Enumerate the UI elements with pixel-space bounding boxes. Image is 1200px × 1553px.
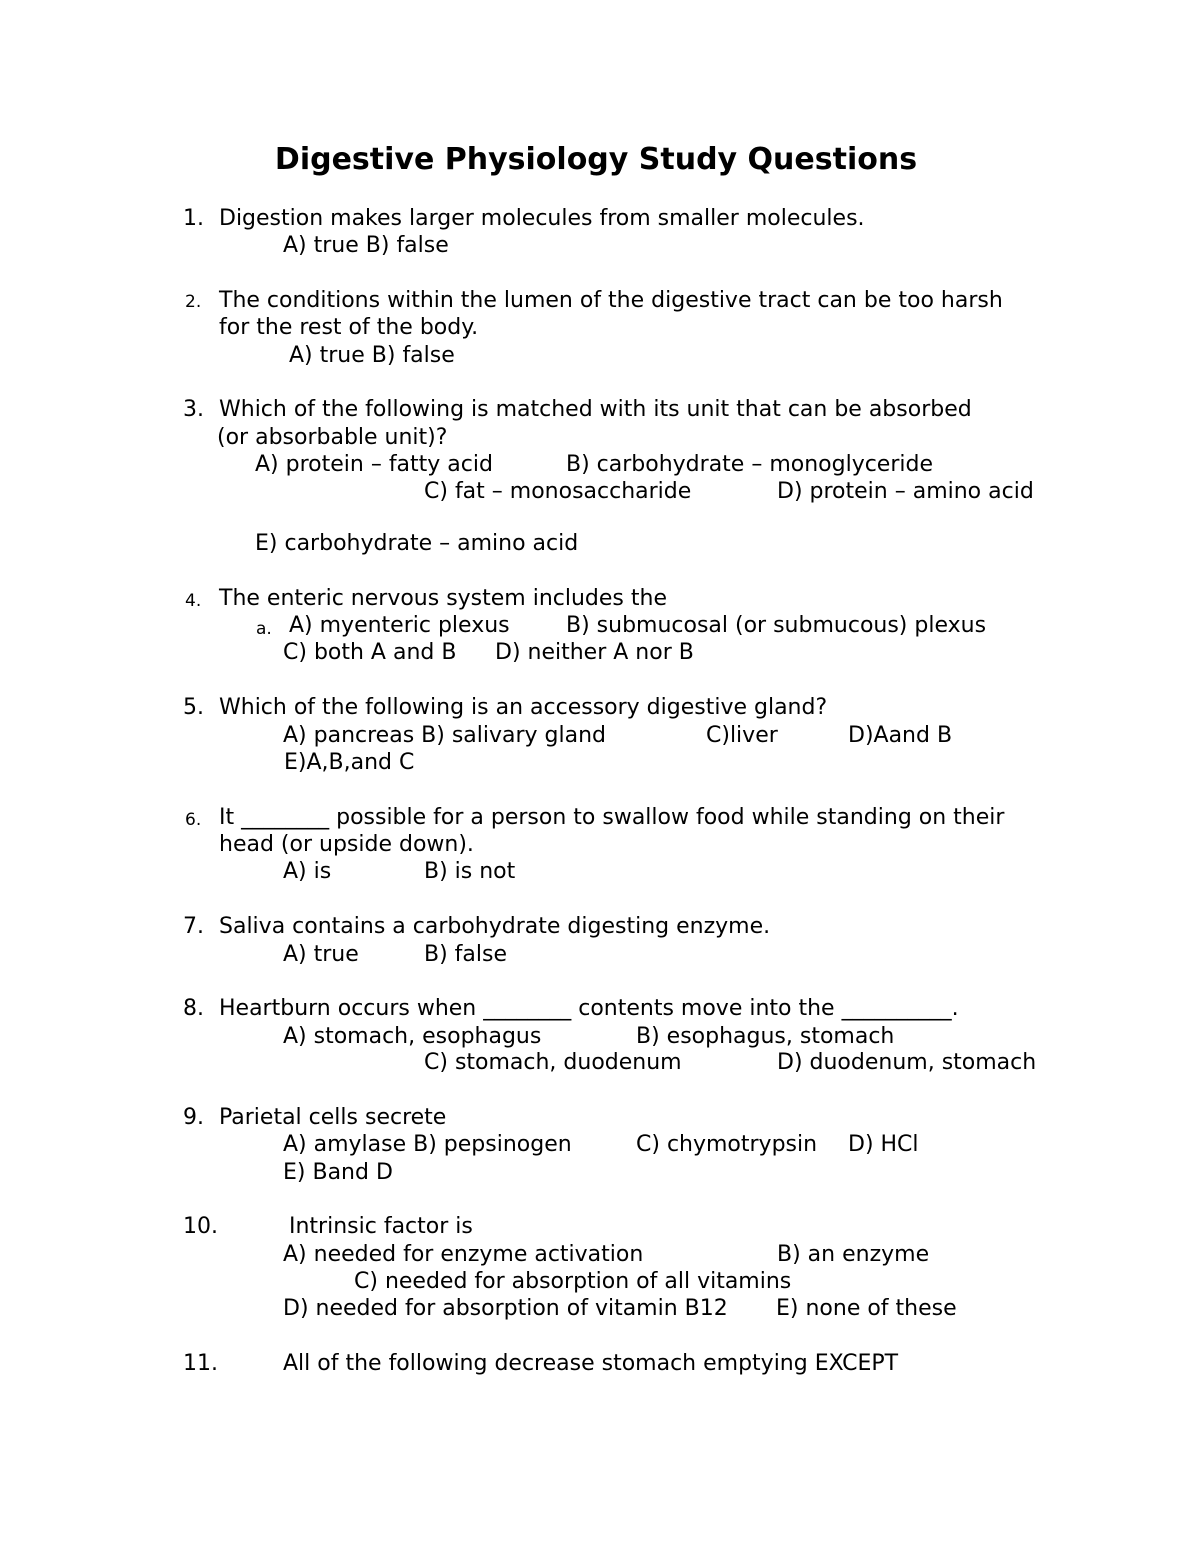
sub-list-marker: a. — [256, 619, 272, 639]
question-number: 6. — [185, 810, 202, 830]
answer-option: A) needed for enzyme activation — [283, 1242, 644, 1267]
answer-option: D) neither A nor B — [495, 640, 694, 665]
answer-option: A) myenteric plexus — [289, 613, 510, 638]
answer-option: A) pancreas B) salivary gland — [283, 723, 607, 748]
answer-option: B) submucosal (or submucous) plexus — [566, 613, 987, 638]
answer-option: C) chymotrypsin — [636, 1132, 818, 1157]
answer-option: D) duodenum, stomach — [777, 1050, 1037, 1075]
question-text: head (or upside down). — [219, 832, 474, 857]
answer-option: C) needed for absorption of all vitamins — [354, 1269, 792, 1294]
answer-option: D) needed for absorption of vitamin B12 — [283, 1296, 728, 1321]
question-number: 7. — [183, 914, 204, 939]
answer-option: C) both A and B — [283, 640, 457, 665]
answer-option: A) is — [283, 859, 332, 884]
question-text: Which of the following is an accessory digestive gland? — [219, 695, 828, 720]
answer-option: E) Band D — [283, 1160, 393, 1185]
question-text: Saliva contains a carbohydrate digesting enzyme. — [219, 914, 771, 939]
page-title: Digestive Physiology Study Questions — [274, 142, 918, 177]
question-text: All of the following decrease stomach emptying EXCEPT — [283, 1351, 899, 1376]
answer-option: B) is not — [424, 859, 516, 884]
question-text: It ________ possible for a person to swallow food while standing on their — [219, 805, 1005, 830]
answer-option: B) carbohydrate – monoglyceride — [566, 452, 933, 477]
question-text: Heartburn occurs when ________ contents move into the __________. — [219, 996, 959, 1021]
question-text: Intrinsic factor is — [289, 1214, 473, 1239]
answer-option: E) none of these — [776, 1296, 957, 1321]
question-number: 8. — [183, 996, 204, 1021]
answer-option: E)A,B,and C — [284, 750, 415, 775]
question-number: 11. — [183, 1351, 218, 1376]
answer-option: B) an enzyme — [777, 1242, 930, 1267]
answer-option: C) stomach, duodenum — [424, 1050, 682, 1075]
answer-option: E) carbohydrate – amino acid — [255, 531, 579, 556]
question-number: 3. — [183, 397, 204, 422]
answer-option: A) amylase B) pepsinogen — [283, 1132, 572, 1157]
question-number: 2. — [185, 292, 202, 312]
answer-option: D) protein – amino acid — [777, 479, 1034, 504]
question-number: 1. — [183, 206, 204, 231]
question-number: 4. — [185, 591, 202, 611]
question-text: The conditions within the lumen of the digestive tract can be too harsh — [219, 288, 1003, 313]
question-text: Digestion makes larger molecules from smaller molecules. — [219, 206, 865, 231]
question-text: for the rest of the body. — [219, 315, 479, 340]
question-number: 5. — [183, 695, 204, 720]
answer-option: B) esophagus, stomach — [636, 1024, 895, 1049]
question-text: (or absorbable unit)? — [217, 425, 448, 450]
answer-option: D) HCl — [848, 1132, 919, 1157]
answer-options: A) true B) false — [283, 233, 449, 258]
answer-option: B) false — [424, 942, 508, 967]
question-text: Which of the following is matched with its unit that can be absorbed — [219, 397, 972, 422]
question-number: 9. — [183, 1105, 204, 1130]
question-number: 10. — [183, 1214, 218, 1239]
answer-option: D)Aand B — [848, 723, 953, 748]
answer-option: C) fat – monosaccharide — [424, 479, 692, 504]
answer-options: A) true B) false — [289, 343, 455, 368]
answer-option: A) true — [283, 942, 359, 967]
answer-option: A) protein – fatty acid — [255, 452, 493, 477]
answer-option: C)liver — [706, 723, 778, 748]
question-text: Parietal cells secrete — [219, 1105, 447, 1130]
question-text: The enteric nervous system includes the — [219, 586, 667, 611]
answer-option: A) stomach, esophagus — [283, 1024, 542, 1049]
